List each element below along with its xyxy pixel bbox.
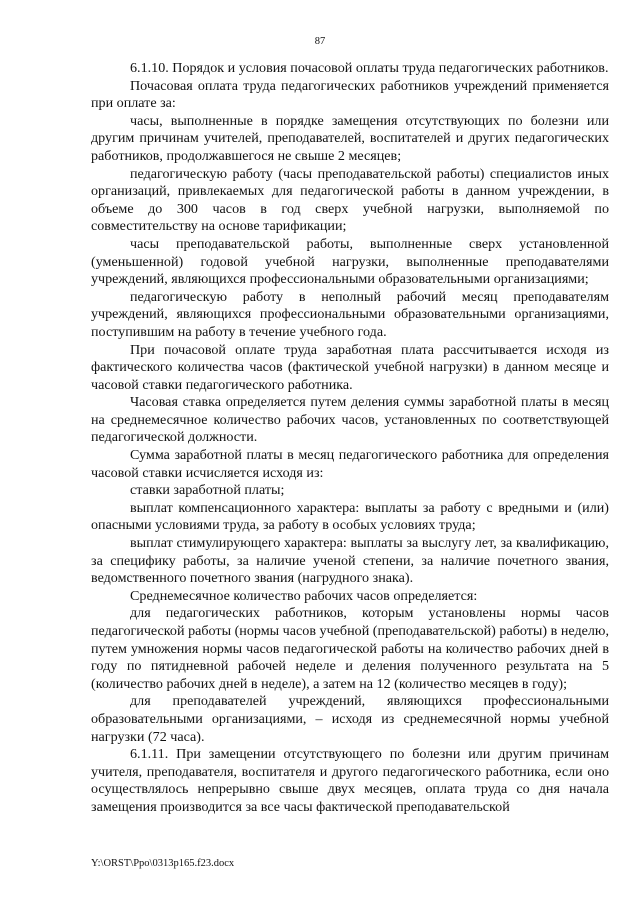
paragraph: часы, выполненные в порядке замещения отсутствующих по болезни или другим причинам учителей, преподавателей, воспитателей и других педагогических работников, продолжавшегося не свыше 2 месяцев;	[91, 112, 609, 164]
paragraph: выплат компенсационного характера: выплаты за работу с вредными и (или) опасными условиями труда, за работу в особых условиях труда;	[91, 499, 609, 534]
file-path-footer: Y:\ORST\Ppo\0313p165.f23.docx	[91, 858, 235, 869]
paragraph: для педагогических работников, которым установлены нормы часов педагогической работы (нормы часов учебной (преподавательской) работы) в неделю, путем умножения нормы часов педагогической работы на количество рабочих дней в году по пятидневной рабочей неделе и деления полученного результата на 5 (количество рабочих дней в неделе), а затем на 12 (количество месяцев в году);	[91, 605, 609, 692]
paragraph: часы преподавательской работы, выполненные сверх установленной (уменьшенной) годовой учебной нагрузки, выполненные преподавателями учреждений, являющихся профессиональными образовательными организациями;	[91, 235, 609, 288]
paragraph: ставки заработной платы;	[130, 482, 285, 499]
document-body	[91, 60, 609, 817]
paragraph: Сумма заработной платы в месяц педагогического работника для определения часовой ставки исчисляется исходя из:	[91, 447, 609, 481]
paragraph: 6.1.10. Порядок и условия почасовой оплаты труда педагогических работников.	[130, 60, 609, 76]
paragraph: Среднемесячное количество рабочих часов определяется:	[130, 587, 478, 604]
paragraph: 6.1.11. При замещении отсутствующего по болезни или другим причинам учителя, преподавателя, воспитателя и другого педагогического работника, если оно осуществлялось непрерывно свыше двух месяцев, оплата труда со дня начала замещения производится за все часы фактической преподавательской	[91, 746, 609, 815]
paragraph: для преподавателей учреждений, являющихся профессиональными образовательными организациями, – исходя из среднемесячной нормы учебной нагрузки (72 часа).	[91, 693, 609, 745]
paragraph: выплат стимулирующего характера: выплаты за выслугу лет, за квалификацию, за специфику работы, за наличие ученой степени, за наличие почетного звания, ведомственного почетного звания (нагрудного знака).	[91, 535, 609, 587]
paragraph: педагогическую работу в неполный рабочий месяц преподавателям учреждений, являющихся профессиональными образовательными организациями, поступившим на работу в течение учебного года.	[91, 288, 609, 340]
paragraph: При почасовой оплате труда заработная плата рассчитывается исходя из фактического количества часов (фактической учебной нагрузки) в данном месяце и часовой ставки педагогического работника.	[91, 341, 609, 393]
page-number: 87	[314, 36, 326, 47]
paragraph: педагогическую работу (часы преподавательской работы) специалистов иных организаций, привлекаемых для педагогической работы в данном учреждении, в объеме до 300 часов в год сверх учебной нагрузки, выполняемой по совместительству на основе тарификации;	[91, 165, 609, 235]
paragraph: Часовая ставка определяется путем деления суммы заработной платы в месяц на среднемесячное количество рабочих часов, установленных по соответствующей педагогической должности.	[91, 394, 609, 446]
paragraph: Почасовая оплата труда педагогических работников учреждений применяется при оплате за:	[91, 77, 609, 112]
